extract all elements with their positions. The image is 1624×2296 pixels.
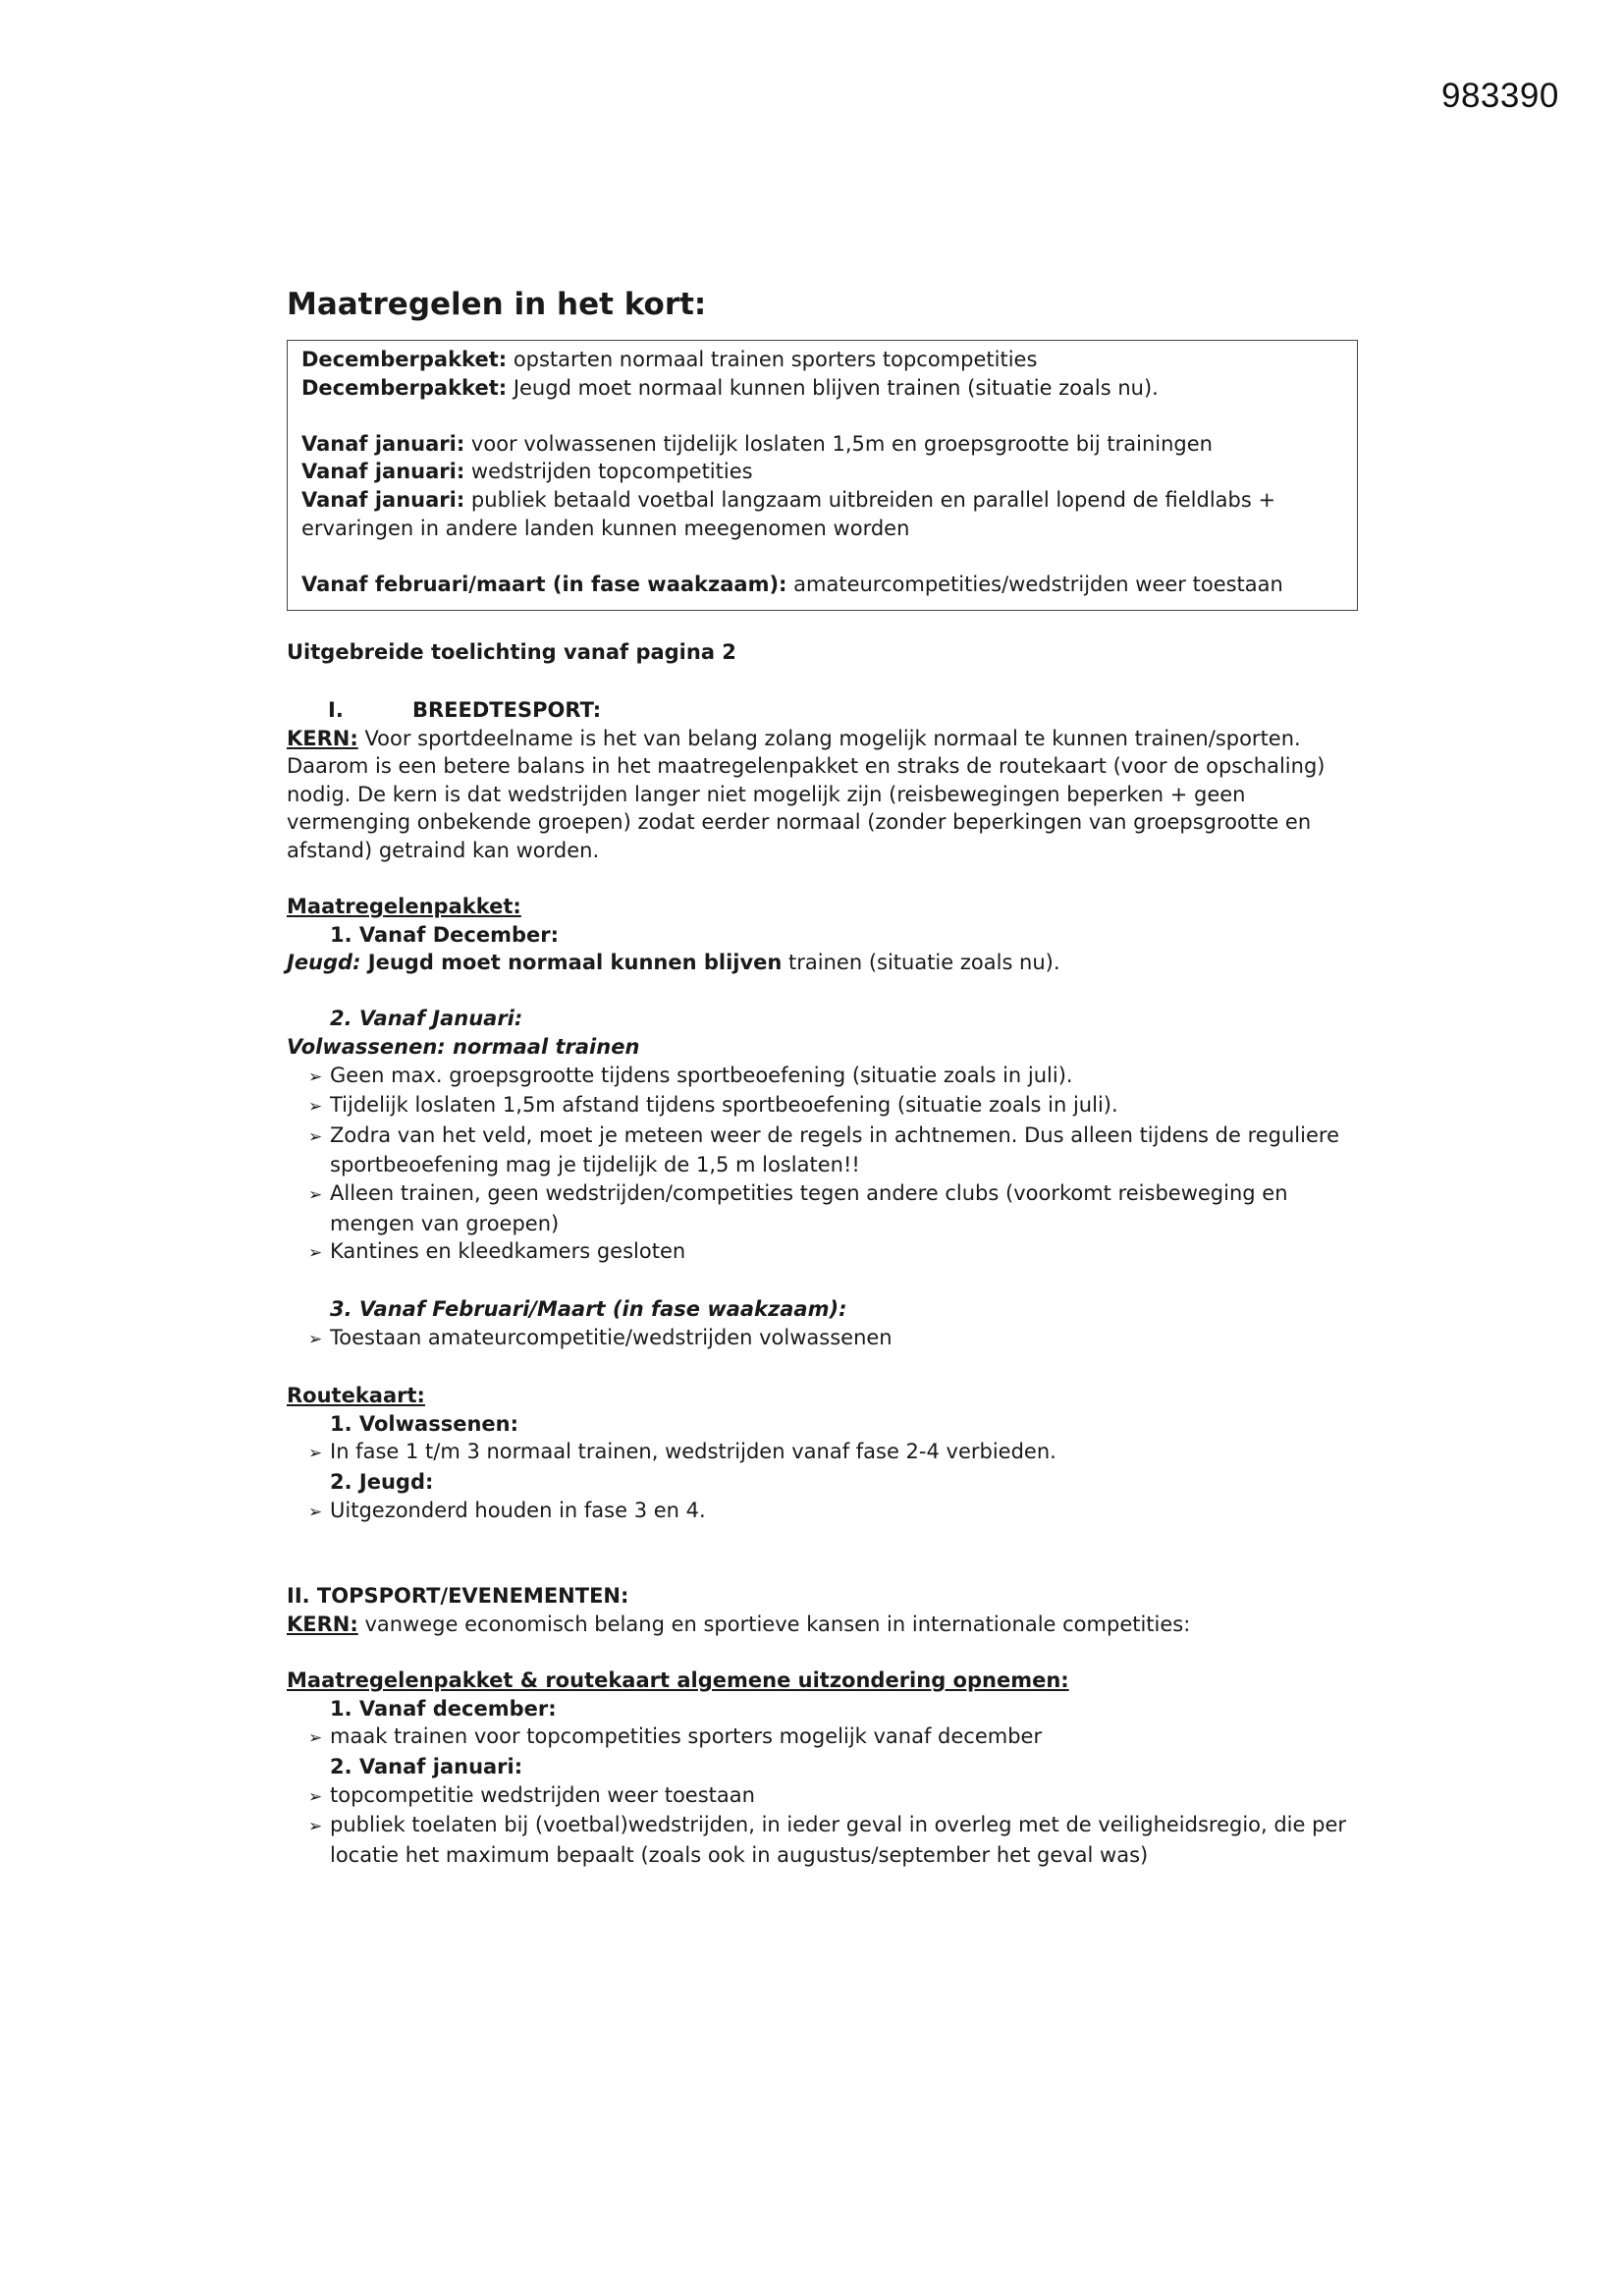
arrow-bullet-icon: ➢ xyxy=(308,1066,323,1087)
summary-box xyxy=(287,340,1358,611)
summary-label: Vanaf januari: xyxy=(301,460,465,484)
arrow-bullet-icon: ➢ xyxy=(308,1444,323,1464)
explanation-note: Uitgebreide toelichting vanaf pagina 2 xyxy=(287,640,736,665)
summary-row xyxy=(301,571,1344,599)
arrow-bullet-icon: ➢ xyxy=(308,1786,323,1807)
route-heading: Routekaart: xyxy=(287,1384,425,1408)
route-bullets-1 xyxy=(287,1438,1357,1468)
summary-row xyxy=(301,486,1344,542)
route-item-volwassenen: 1. Volwassenen: xyxy=(330,1411,518,1436)
kern-label: KERN: xyxy=(287,1612,358,1636)
summary-row xyxy=(301,458,1344,486)
jeugd-rest-text: trainen (situatie zoals nu). xyxy=(782,951,1060,975)
summary-label: Vanaf februari/maart (in fase waakzaam): xyxy=(301,572,787,596)
section-2-december-bullets xyxy=(287,1722,1357,1753)
summary-text: wedstrijden topcompetities xyxy=(464,460,753,484)
volwassenen-heading: Volwassenen: normaal trainen xyxy=(287,1035,640,1060)
section-2-january-bullets xyxy=(287,1781,1357,1870)
route-item-jeugd: 2. Jeugd: xyxy=(330,1469,434,1494)
section-1-january-item: 2. Vanaf Januari: xyxy=(330,1007,523,1031)
section-1-package-heading: Maatregelenpakket: xyxy=(287,895,521,919)
list-item: ➢ Toestaan amateurcompetitie/wedstrijden volwassenen xyxy=(287,1324,1357,1354)
section-1-december-item: 1. Vanaf December: xyxy=(330,922,560,947)
list-item: ➢ In fase 1 t/m 3 normaal trainen, wedstrijden vanaf fase 2-4 verbieden. xyxy=(287,1438,1357,1468)
summary-text: voor volwassenen tijdelijk loslaten 1,5m en groepsgrootte bij trainingen xyxy=(464,431,1213,456)
summary-text: opstarten normaal trainen sporters topcompetities xyxy=(507,348,1038,371)
summary-row xyxy=(301,374,1344,403)
section-1-kern xyxy=(287,725,1357,865)
list-item: ➢ Alleen trainen, geen wedstrijden/competities tegen andere clubs (voorkomt reisbeweging en mengen van groepen) xyxy=(308,1181,1288,1235)
section-2-january-item: 2. Vanaf januari: xyxy=(330,1754,523,1778)
list-item: ➢ topcompetitie wedstrijden weer toestaan xyxy=(287,1781,1357,1812)
summary-label: Vanaf januari: xyxy=(301,431,465,456)
arrow-bullet-icon: ➢ xyxy=(308,1817,323,1837)
list-item: ➢ Kantines en kleedkamers gesloten xyxy=(287,1237,1357,1268)
section-1-title: BREEDTESPORT: xyxy=(412,697,602,722)
section-2-heading: II. TOPSPORT/EVENEMENTEN: xyxy=(287,1584,629,1609)
list-item: ➢ Uitgezonderd houden in fase 3 en 4. xyxy=(287,1497,1357,1527)
route-bullets-2 xyxy=(287,1497,1357,1527)
page-title: Maatregelen in het kort: xyxy=(287,287,707,322)
kern-text: Voor sportdeelname is het van belang zolang mogelijk normaal te kunnen trainen/sporten. Daarom is een betere balans in het maatregelenpakket en straks de routekaart (voor de opschaling) nodig. De kern is dat wedstrijden langer niet mogelijk zijn (reisbewegingen beperken + geen vermenging onbekende groepen) zodat eerder normaal (zonder beperkingen van groepsgrootte en afstand) getraind kan worden. xyxy=(287,726,1326,862)
summary-label: Vanaf januari: xyxy=(301,487,465,512)
list-item: ➢ maak trainen voor topcompetities sporters mogelijk vanaf december xyxy=(287,1722,1357,1753)
list-item: ➢ Tijdelijk loslaten 1,5m afstand tijdens sportbeoefening (situatie zoals in juli). xyxy=(287,1091,1357,1121)
summary-text: amateurcompetities/wedstrijden weer toestaan xyxy=(786,572,1283,596)
section-1-numeral: I. xyxy=(328,697,344,722)
summary-row xyxy=(301,346,1344,374)
summary-label: Decemberpakket: xyxy=(301,348,508,371)
arrow-bullet-icon: ➢ xyxy=(308,1126,323,1147)
january-bullets xyxy=(287,1062,1357,1268)
section-1-heading xyxy=(287,696,1357,725)
document-id: 983390 xyxy=(1441,77,1559,115)
kern-text: vanwege economisch belang en sportieve kansen in internationale competities: xyxy=(357,1612,1191,1636)
summary-label: Decemberpakket: xyxy=(301,375,508,400)
arrow-bullet-icon: ➢ xyxy=(308,1502,323,1522)
list-item: ➢ Zodra van het veld, moet je meteen weer de regels in achtnemen. Dus alleen tijdens de reguliere sportbeoefening mag je tijdelijk de 1,5 m loslaten!! xyxy=(308,1122,1339,1177)
kern-label: KERN: xyxy=(287,726,358,750)
arrow-bullet-icon: ➢ xyxy=(308,1728,323,1749)
summary-text: publiek betaald voetbal langzaam uitbreiden en parallel lopend de fieldlabs + ervaringen in andere landen kunnen meegenomen worden xyxy=(301,487,1276,540)
arrow-bullet-icon: ➢ xyxy=(308,1330,323,1349)
list-item: ➢ publiek toelaten bij (voetbal)wedstrijden, in ieder geval in overleg met de veiligheidsregio, die per locatie het maximum bepaalt (zoals ook in augustus/september het geval was) xyxy=(308,1813,1346,1867)
february-bullets xyxy=(287,1324,1357,1354)
jeugd-bold-text: Jeugd moet normaal kunnen blijven xyxy=(360,951,783,975)
section-1-february-item: 3. Vanaf Februari/Maart (in fase waakzaam): xyxy=(330,1297,847,1322)
arrow-bullet-icon: ➢ xyxy=(308,1243,323,1264)
jeugd-line xyxy=(287,949,1357,977)
section-2-kern xyxy=(287,1611,1357,1639)
jeugd-label: Jeugd: xyxy=(287,951,361,975)
summary-text: Jeugd moet normaal kunnen blijven trainen (situatie zoals nu). xyxy=(507,375,1159,400)
arrow-bullet-icon: ➢ xyxy=(308,1097,323,1118)
list-item: ➢ Geen max. groepsgrootte tijdens sportbeoefening (situatie zoals in juli). xyxy=(287,1062,1357,1092)
arrow-bullet-icon: ➢ xyxy=(308,1185,323,1206)
page-content xyxy=(287,277,1357,1869)
summary-row xyxy=(301,430,1344,459)
section-2-december-item: 1. Vanaf december: xyxy=(330,1696,557,1721)
section-2-package-heading: Maatregelenpakket & routekaart algemene uitzondering opnemen: xyxy=(287,1668,1069,1693)
